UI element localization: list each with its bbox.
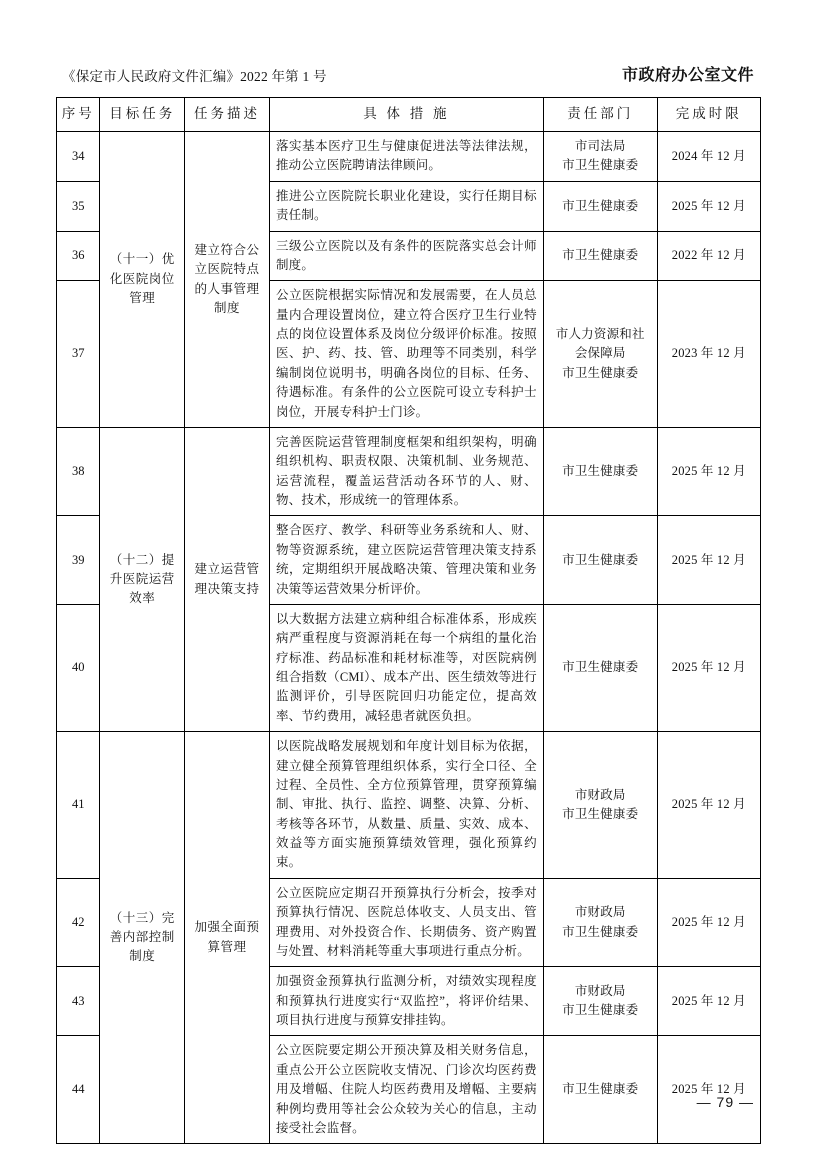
dept-line: 会保障局 [574,346,626,361]
cell-dept [543,604,657,731]
cell-time: 2025 年 12 月 [657,732,760,879]
table-body [57,132,761,1144]
dept-line: 市财政局 [574,984,626,999]
cell-seq: 40 [57,604,100,731]
cell-desc: 建立运营管理决策支持 [185,427,270,731]
dept-line: 市卫生健康委 [562,365,639,380]
header-compilation-title: 《保定市人民政府文件汇编》2022 年第 1 号 [62,69,327,84]
cell-time: 2025 年 12 月 [657,967,760,1036]
cell-time: 2023 年 12 月 [657,281,760,428]
dept-line: 市卫生健康委 [562,1003,639,1018]
dept-line: 市卫生健康委 [562,158,639,173]
cell-seq: 42 [57,878,100,967]
cell-measure: 公立医院应定期召开预算执行分析会，按季对预算执行情况、医院总体收支、人员支出、管理费用、对外投资合作、长期债务、资产购置与处置、材料消耗等重大事项进行重点分析。 [269,878,543,967]
cell-measure: 推进公立医院院长职业化建设，实行任期目标责任制。 [269,181,543,231]
cell-time: 2022 年 12 月 [657,231,760,281]
cell-dept [543,231,657,281]
cell-seq: 43 [57,967,100,1036]
cell-dept [543,516,657,605]
cell-desc: 建立符合公立医院特点的人事管理制度 [185,132,270,428]
cell-goal: （十二）提升医院运营效率 [100,427,185,731]
page-header [56,66,760,89]
cell-dept [543,281,657,428]
cell-seq: 38 [57,427,100,516]
cell-seq: 36 [57,231,100,281]
cell-time: 2025 年 12 月 [657,181,760,231]
table-row [57,427,761,516]
cell-measure: 以大数据方法建立病种组合标准体系，形成疾病严重程度与资源消耗在每一个病组的量化治疗标准、药品标准和耗材标准等，对医院病例组合指数（CMI）、成本产出、医生绩效等进行监测评价，引导医院回归功能定位，提高效率、节约费用，减轻患者就医负担。 [269,604,543,731]
task-measures-table [56,97,761,1144]
header-document-title: 市政府办公室文件 [621,67,754,84]
cell-seq: 35 [57,181,100,231]
cell-dept [543,1036,657,1144]
page-number: — 79 — [696,1094,754,1110]
cell-dept [543,967,657,1036]
cell-dept [543,878,657,967]
column-header-desc: 任务描述 [185,98,270,132]
column-header-goal: 目标任务 [100,98,185,132]
cell-desc: 加强全面预算管理 [185,732,270,1144]
cell-goal: （十三）完善内部控制制度 [100,732,185,1144]
table-header-row [57,98,761,132]
cell-measure: 以医院战略发展规划和年度计划目标为依据，建立健全预算管理组织体系，实行全口径、全过程、全员性、全方位预算管理，贯穿预算编制、审批、执行、监控、调整、决算、分析、考核等各环节，从数量、质量、实效、成本、效益等方面实施预算绩效管理，强化预算约束。 [269,732,543,879]
cell-measure: 加强资金预算执行监测分析，对绩效实现程度和预算执行进度实行“双监控”，将评价结果、项目执行进度与预算安排挂钩。 [269,967,543,1036]
dept-line: 市财政局 [574,787,626,802]
cell-measure: 三级公立医院以及有条件的医院落实总会计师制度。 [269,231,543,281]
dept-line: 市卫生健康委 [562,1082,639,1097]
cell-dept [543,181,657,231]
table-row [57,732,761,879]
cell-time: 2024 年 12 月 [657,132,760,182]
dept-line: 市财政局 [574,905,626,920]
dept-line: 市卫生健康委 [562,807,639,822]
dept-line: 市卫生健康委 [562,198,639,213]
cell-seq: 34 [57,132,100,182]
dept-line: 市人力资源和社 [555,327,645,342]
column-header-dept: 责任部门 [543,98,657,132]
column-header-measure: 具 体 措 施 [269,98,543,132]
column-header-seq: 序号 [57,98,100,132]
table-row [57,132,761,182]
cell-time: 2025 年 12 月 [657,516,760,605]
cell-time: 2025 年 12 月 [657,878,760,967]
dept-line: 市卫生健康委 [562,660,639,675]
cell-time: 2025 年 12 月 [657,427,760,516]
cell-measure: 整合医疗、教学、科研等业务系统和人、财、物等资源系统，建立医院运营管理决策支持系统，定期组织开展战略决策、管理决策和业务决策等运营效果分析评价。 [269,516,543,605]
cell-dept [543,132,657,182]
dept-line: 市司法局 [574,139,626,154]
cell-measure: 落实基本医疗卫生与健康促进法等法律法规，推动公立医院聘请法律顾问。 [269,132,543,182]
cell-measure: 公立医院根据实际情况和发展需要，在人员总量内合理设置岗位，建立符合医疗卫生行业特点的岗位设置体系及岗位分级评价标准。按照医、护、药、技、管、助理等不同类别，科学编制岗位说明书，明确各岗位的目标、任务、待遇标准。有条件的公立医院可设立专科护士岗位，开展专科护士门诊。 [269,281,543,428]
cell-measure: 公立医院要定期公开预决算及相关财务信息，重点公开公立医院收支情况、门诊次均医药费用及增幅、住院人均医药费用及增幅、主要病种例均费用等社会公众较为关心的信息，主动接受社会监督。 [269,1036,543,1144]
cell-seq: 39 [57,516,100,605]
column-header-time: 完成时限 [657,98,760,132]
cell-dept [543,732,657,879]
cell-seq: 41 [57,732,100,879]
cell-time: 2025 年 12 月 [657,1036,760,1144]
cell-goal: （十一）优化医院岗位管理 [100,132,185,428]
dept-line: 市卫生健康委 [562,464,639,479]
dept-line: 市卫生健康委 [562,924,639,939]
cell-measure: 完善医院运营管理制度框架和组织架构，明确组织机构、职责权限、决策机制、业务规范、运营流程，覆盖运营活动各环节的人、财、物、技术，形成统一的管理体系。 [269,427,543,516]
cell-dept [543,427,657,516]
dept-line: 市卫生健康委 [562,552,639,567]
cell-time: 2025 年 12 月 [657,604,760,731]
cell-seq: 44 [57,1036,100,1144]
cell-seq: 37 [57,281,100,428]
dept-line: 市卫生健康委 [562,248,639,263]
